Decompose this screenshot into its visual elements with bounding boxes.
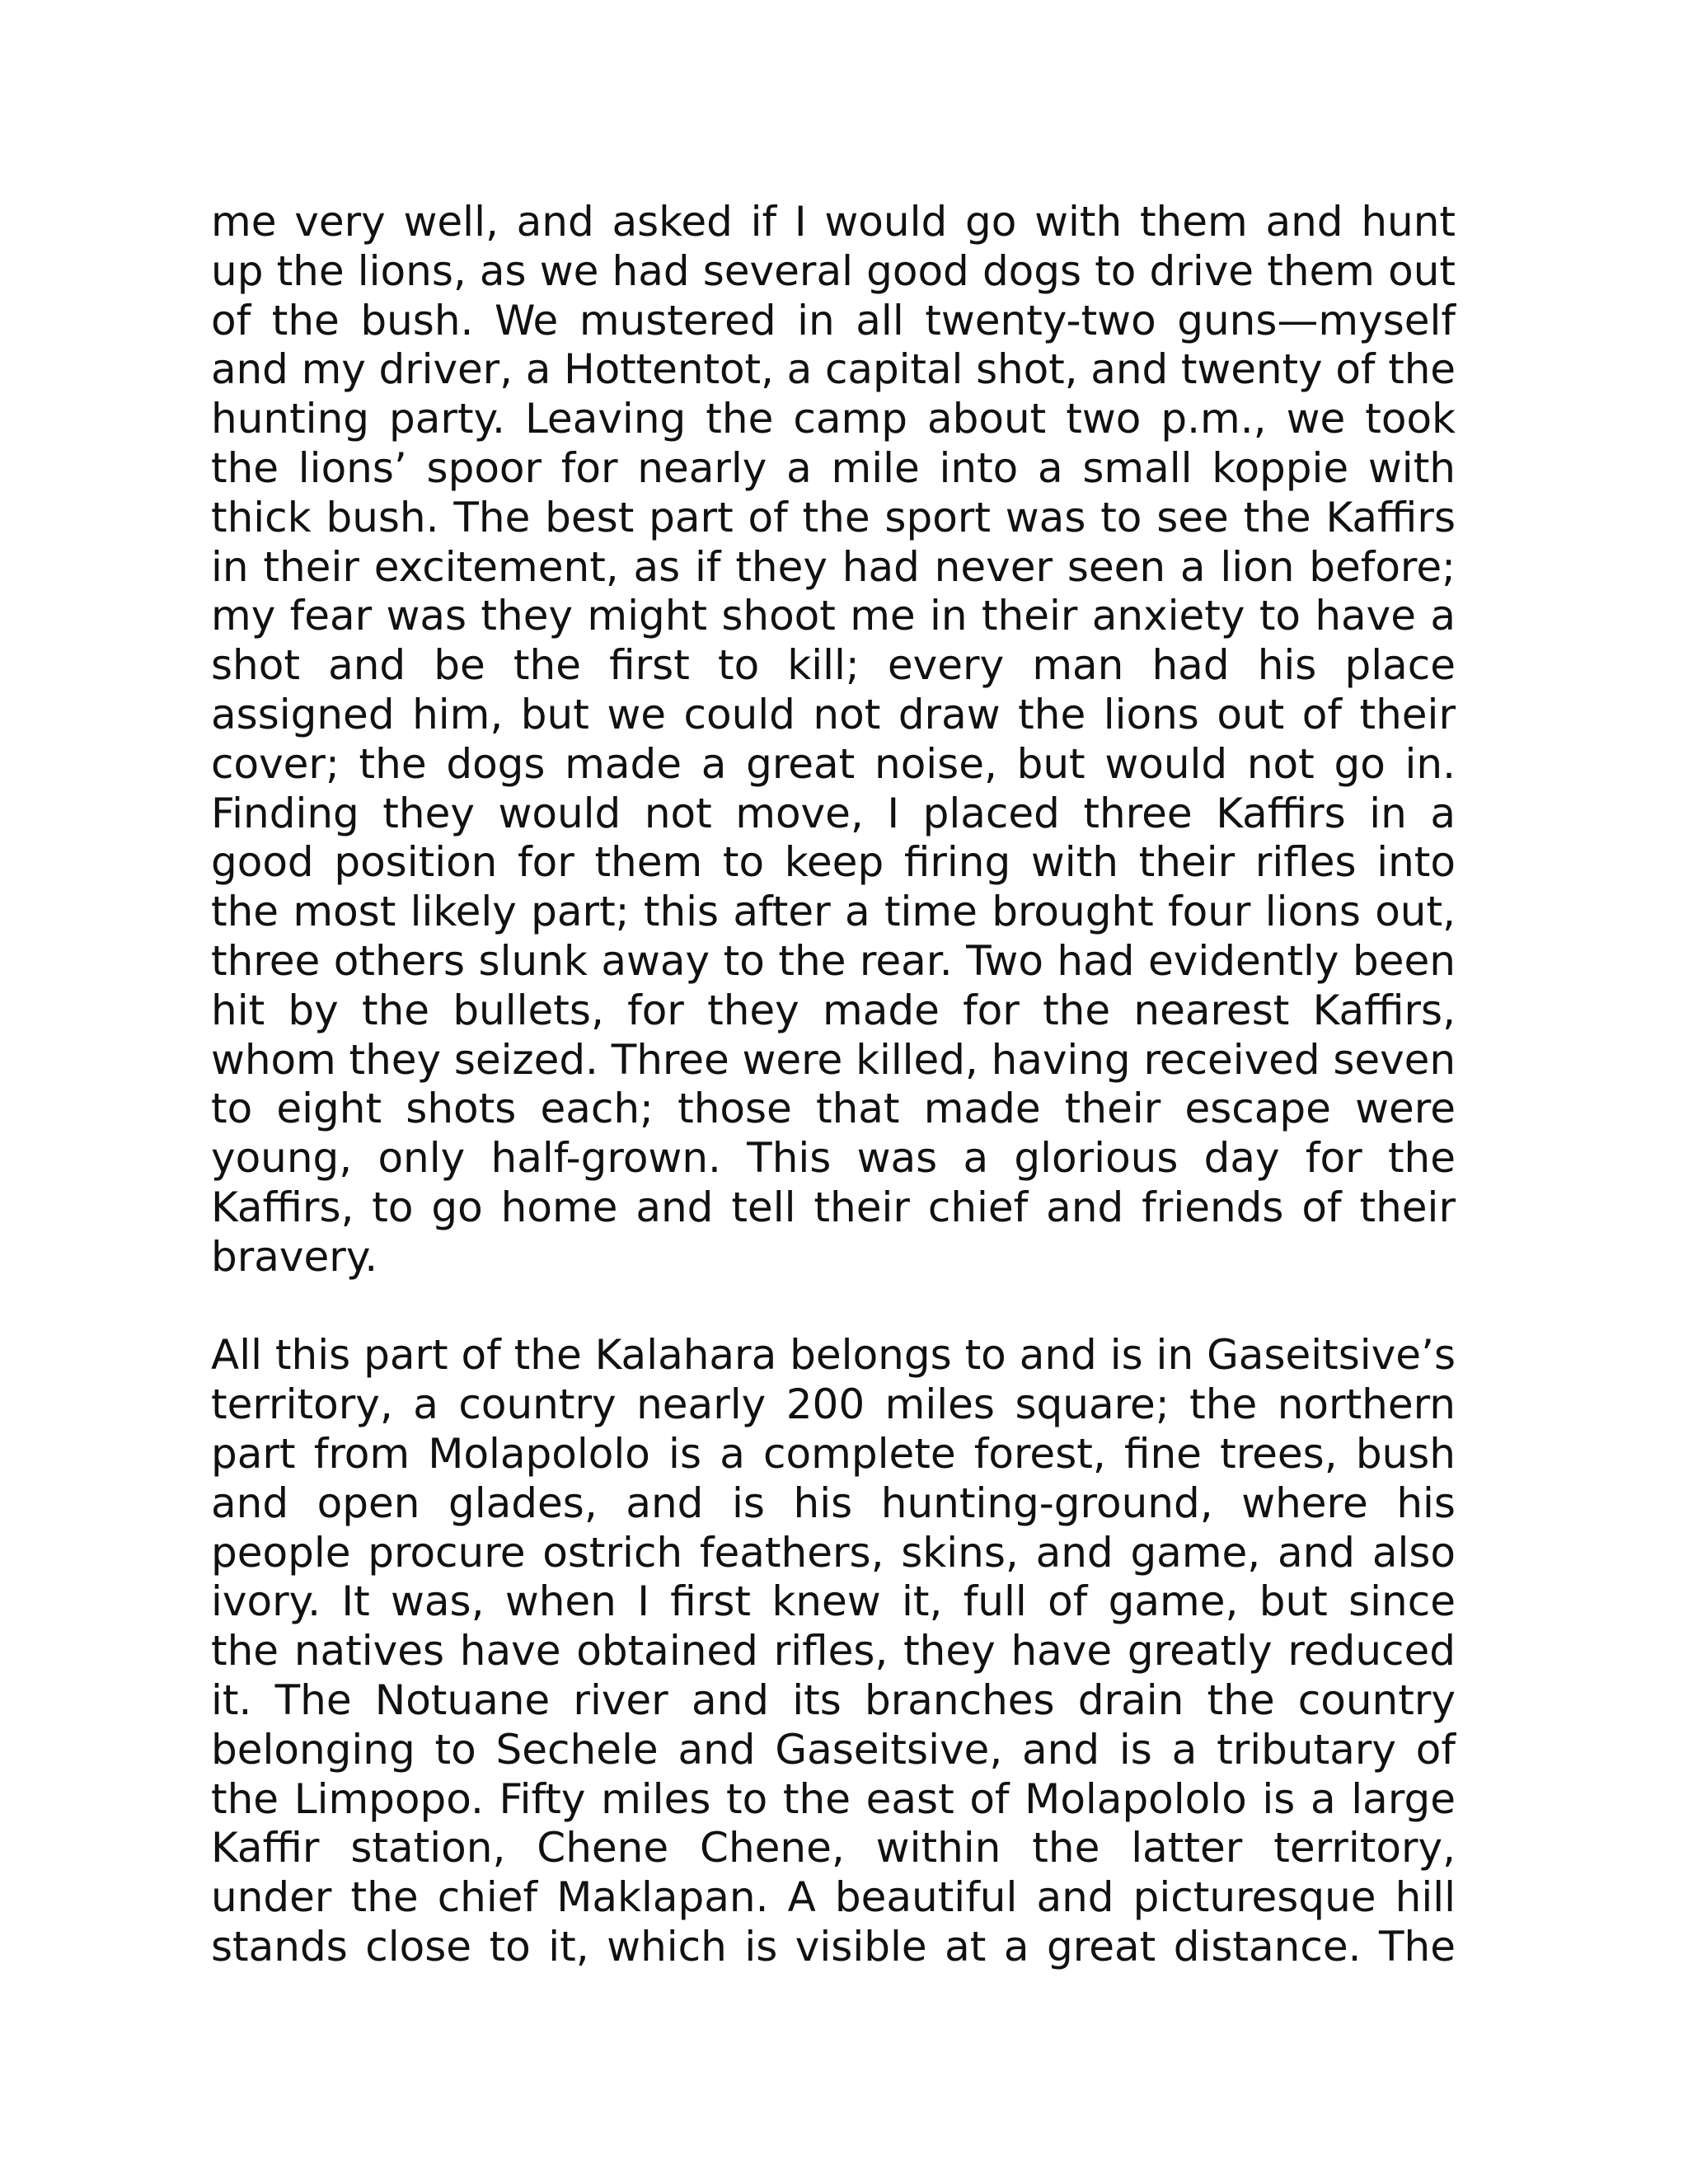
text-line: Kaffirs, to go home and tell their chief and friends of their: [211, 1183, 1456, 1231]
text-line: cover; the dogs made a great noise, but would not go in.: [211, 739, 1456, 788]
text-line: people procure ostrich feathers, skins, and game, and also: [211, 1528, 1456, 1577]
text-line: stands close to it, which is visible at a great distance. The: [211, 1922, 1456, 1971]
text-line: part from Molapololo is a complete forest, fine trees, bush: [211, 1429, 1456, 1478]
document-page: [211, 198, 1456, 1972]
text-line: it. The Notuane river and its branches drain the country: [211, 1675, 1456, 1724]
text-line: up the lions, as we had several good dogs to drive them out: [211, 246, 1456, 295]
text-line: All this part of the Kalahara belongs to and is in Gaseitsive’s: [211, 1331, 1456, 1380]
text-line: the most likely part; this after a time brought four lions out,: [211, 888, 1456, 936]
text-line: my fear was they might shoot me in their anxiety to have a: [211, 592, 1456, 640]
text-line: and open glades, and is his hunting-ground, where his: [211, 1479, 1456, 1527]
text-line: three others slunk away to the rear. Two had evidently been: [211, 936, 1456, 985]
text-line: good position for them to keep firing with their rifles into: [211, 838, 1456, 887]
text-line: under the chief Maklapan. A beautiful and picturesque hill: [211, 1873, 1456, 1922]
text-line: hunting party. Leaving the camp about two p.m., we took: [211, 395, 1456, 443]
text-line: the natives have obtained rifles, they have greatly reduced: [211, 1627, 1456, 1675]
paragraph-lion-hunt: [211, 198, 1456, 1282]
text-line: hit by the bullets, for they made for the nearest Kaffirs,: [211, 986, 1456, 1034]
text-line: territory, a country nearly 200 miles square; the northern: [211, 1380, 1456, 1429]
text-line: to eight shots each; those that made their escape were: [211, 1085, 1456, 1133]
paragraph-kalahara-territory: [211, 1331, 1456, 1971]
text-line: me very well, and asked if I would go with them and hunt: [211, 198, 1456, 246]
text-line: young, only half-grown. This was a glorious day for the: [211, 1134, 1456, 1183]
text-line: shot and be the first to kill; every man had his place: [211, 641, 1456, 690]
text-line: the Limpopo. Fifty miles to the east of Molapololo is a large: [211, 1774, 1456, 1823]
text-line: bravery.: [211, 1232, 378, 1281]
text-line: thick bush. The best part of the sport was to see the Kaffirs: [211, 493, 1456, 541]
text-line: belonging to Sechele and Gaseitsive, and is a tributary of: [211, 1725, 1456, 1774]
text-line: assigned him, but we could not draw the lions out of their: [211, 690, 1456, 738]
text-line: ivory. It was, when I first knew it, full of game, but since: [211, 1577, 1456, 1626]
text-line: Kaffir station, Chene Chene, within the latter territory,: [211, 1824, 1456, 1872]
text-line: Finding they would not move, I placed three Kaffirs in a: [211, 789, 1456, 837]
text-line: of the bush. We mustered in all twenty-two guns—myself: [211, 296, 1456, 344]
text-line: the lions’ spoor for nearly a mile into a small koppie with: [211, 443, 1456, 492]
text-line: in their excitement, as if they had never seen a lion before;: [211, 542, 1456, 591]
text-line: whom they seized. Three were killed, having received seven: [211, 1035, 1456, 1084]
text-line: and my driver, a Hottentot, a capital shot, and twenty of the: [211, 345, 1456, 394]
